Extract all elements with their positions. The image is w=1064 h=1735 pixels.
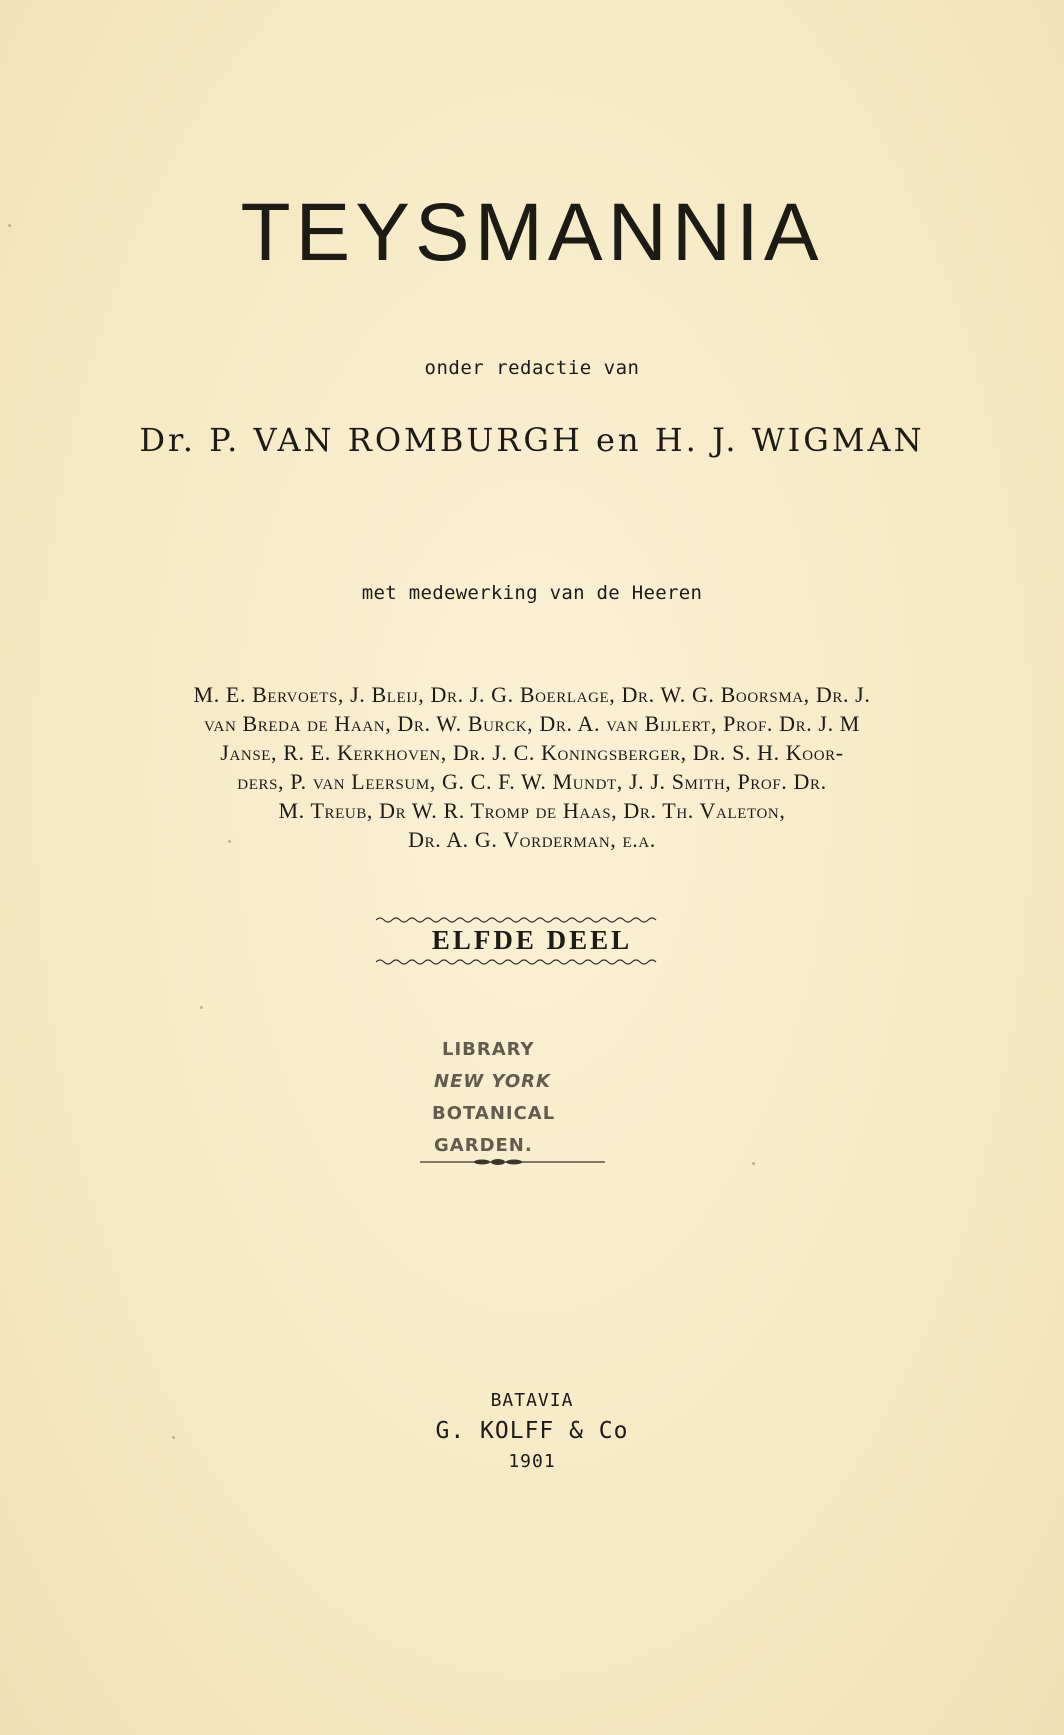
contributors-line: M. E. Bervoets, J. Bleij, Dr. J. G. Boerlage, Dr. W. G. Boorsma, Dr. J. [193,682,871,707]
stamp-line: BOTANICAL [432,1103,556,1124]
stamp-line: LIBRARY [442,1039,535,1060]
cooperation-note: met medewerking van de Heeren [361,582,703,604]
editorial-note: onder redactie van [424,357,640,379]
paper-speck [172,1436,175,1439]
paper-speck [8,224,11,227]
contributors-line: ders, P. van Leersum, G. C. F. W. Mundt, J. J. Smith, Prof. Dr. [237,769,827,794]
wavy-ornament-top [376,914,658,924]
contributors-line: Janse, R. E. Kerkhoven, Dr. J. C. Koningsberger, Dr. S. H. Koor- [220,740,844,765]
editors-line: Dr. P. VAN ROMBURGH en H. J. WIGMAN [139,421,925,459]
library-stamp [420,1034,620,1162]
contributors-line: M. Treub, Dr W. R. Tromp de Haas, Dr. Th. Valeton, [278,798,786,823]
imprint-publisher: G. KOLFF & Co [435,1418,629,1444]
paper-speck [200,1006,203,1009]
stamp-line: NEW YORK [434,1071,551,1092]
paper-speck [228,840,231,843]
wavy-ornament-bottom [376,957,658,967]
contributors-list [82,680,982,854]
imprint-place: BATAVIA [490,1390,574,1411]
journal-title: TEYSMANNIA [240,187,824,278]
volume-label: ELFDE DEEL [431,925,633,955]
imprint-year: 1901 [508,1451,556,1472]
stamp-line: GARDEN. [434,1135,533,1156]
contributors-line: van Breda de Haan, Dr. W. Burck, Dr. A. van Bijlert, Prof. Dr. J. M [204,711,860,736]
stamp-rule-ornament [420,1158,605,1166]
contributors-line: Dr. A. G. Vorderman, e.a. [408,827,656,852]
paper-speck [752,1162,755,1165]
